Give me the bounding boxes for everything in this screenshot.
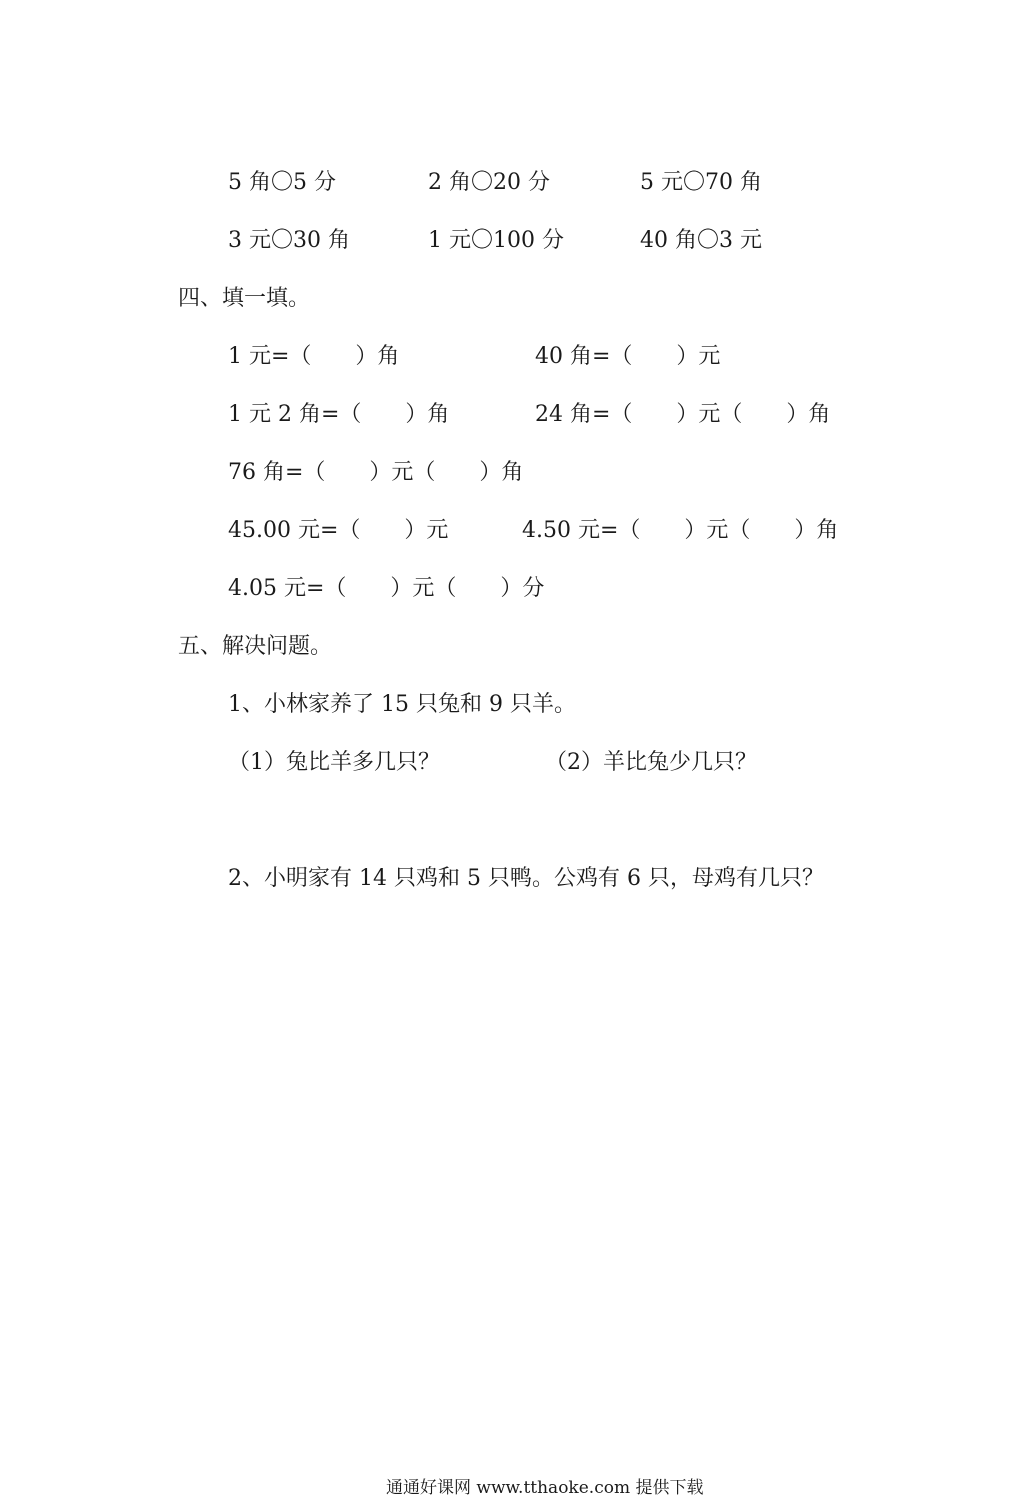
fill-item: 40 角=（ ）元 <box>535 344 721 369</box>
problem-1-question-1: （1）兔比羊多几只？ <box>228 750 440 775</box>
compare-item: 5 角〇5 分 <box>228 170 336 195</box>
compare-item: 2 角〇20 分 <box>428 170 550 195</box>
footer-credit: 通通好课网 www.tthaoke.com 提供下载 <box>386 1478 704 1498</box>
fill-item: 76 角=（ ）元（ ）角 <box>228 460 524 485</box>
fill-item: 24 角=（ ）元（ ）角 <box>535 402 831 427</box>
problem-1-question-2: （2）羊比兔少几只？ <box>545 750 757 775</box>
fill-item: 45.00 元=（ ）元 <box>228 518 449 543</box>
fill-item: 1 元=（ ）角 <box>228 344 400 369</box>
problem-1: 1、小林家养了 15 只兔和 9 只羊。 <box>228 692 576 717</box>
compare-item: 3 元〇30 角 <box>228 228 350 253</box>
compare-item: 40 角〇3 元 <box>640 228 762 253</box>
problem-2: 2、小明家有 14 只鸡和 5 只鸭。公鸡有 6 只，母鸡有几只？ <box>228 866 824 891</box>
section-heading-problems: 五、解决问题。 <box>178 634 333 659</box>
fill-item: 4.05 元=（ ）元（ ）分 <box>228 576 545 601</box>
compare-item: 5 元〇70 角 <box>640 170 762 195</box>
fill-item: 4.50 元=（ ）元（ ）角 <box>522 518 839 543</box>
section-heading-fill: 四、填一填。 <box>178 286 311 311</box>
fill-item: 1 元 2 角=（ ）角 <box>228 402 450 427</box>
compare-item: 1 元〇100 分 <box>428 228 564 253</box>
